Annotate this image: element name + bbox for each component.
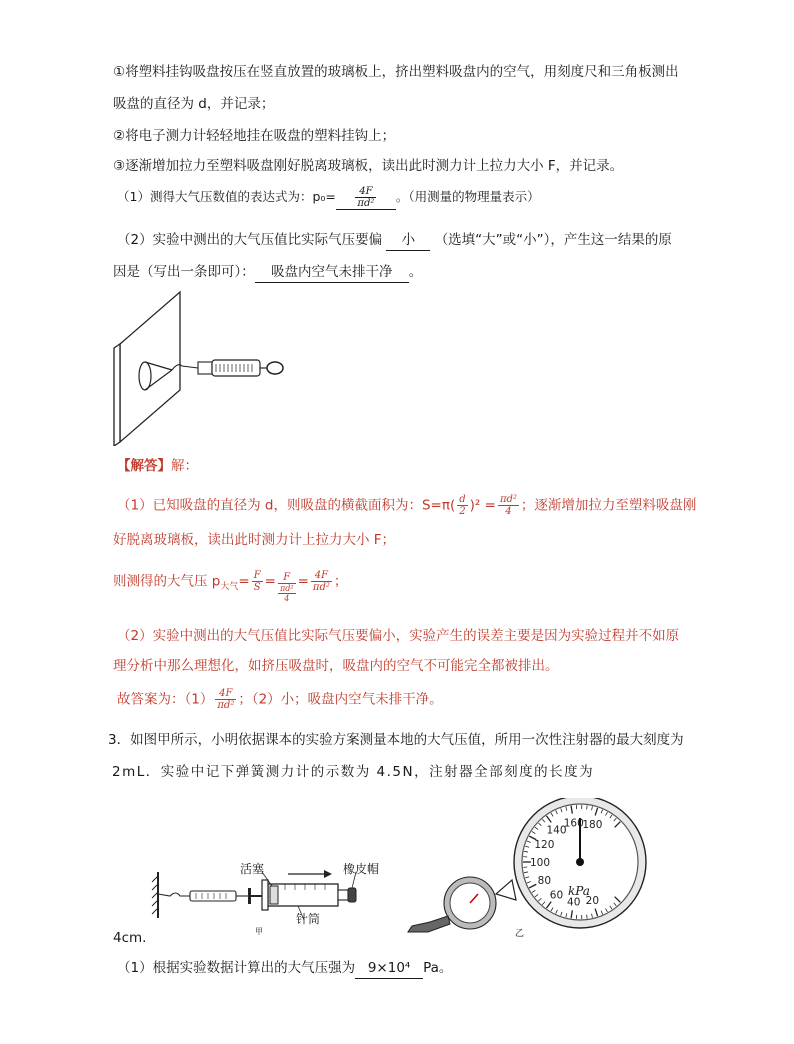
solution-p3-line-1: （2）实验中测出的大气压值比实际气压要偏小，实验产生的误差主要是因为实验过程并不如原 <box>117 628 680 644</box>
solution-p2-end: ； <box>333 573 348 590</box>
gauge-tick-label: 120 <box>534 838 555 851</box>
gauge-tick-label: 20 <box>585 895 600 908</box>
q1-answer-fraction <box>355 186 376 209</box>
q2-line2-prefix: 因是（写出一条即可）： <box>113 264 255 280</box>
inner-fraction <box>278 584 296 603</box>
frac-den: 4 <box>284 593 290 603</box>
solution-p1-a: （1）已知吸盘的直径为 d，则吸盘的横截面积为：S=π( <box>117 497 456 514</box>
suction-cup <box>139 362 151 390</box>
q3-sub1-answer: 9×10⁴ <box>355 958 423 979</box>
label-rubber-cap: 橡皮帽 <box>343 862 380 876</box>
frac-num: 4F <box>311 570 332 582</box>
q1-prefix: （1）测得大气压数值的表达式为：p₀= <box>117 189 336 204</box>
q2-reason-blank: 吸盘内空气未排干净 <box>255 262 409 283</box>
solution-final-answer <box>117 688 443 711</box>
gauge-minor-tick <box>587 915 588 919</box>
q1-num: 4F <box>355 186 376 198</box>
spring-meter <box>190 891 236 901</box>
q3-sub1-prefix: （1）根据实验数据计算出的大气压强为 <box>117 960 356 976</box>
question-3-line-3: 4cm. <box>113 930 147 946</box>
solution-frac-result <box>311 570 332 593</box>
gauge-tick-label: 40 <box>567 896 581 909</box>
frac-num: F <box>253 570 261 581</box>
gauge-tick-label: 100 <box>529 857 551 869</box>
step-1-line-2: 吸盘的直径为 d，并记录； <box>113 96 275 112</box>
caption-figure-a: 甲 <box>255 927 263 936</box>
frac-num: F <box>278 572 296 584</box>
gauge-tick-label: 60 <box>549 889 564 902</box>
frac-den: S <box>253 582 261 593</box>
frac-den: πd² <box>217 700 235 711</box>
frac-den: 4 <box>505 506 512 517</box>
solution-p1-line-2: 好脱离玻璃板，读出此时测力计上拉力大小 F； <box>113 532 396 548</box>
q2-mid: （选填“大”或“小”），产生这一结果的原 <box>434 232 672 248</box>
label-piston: 活塞 <box>240 862 265 876</box>
solution-p3-line-2: 理分析中那么理想化，如挤压吸盘时，吸盘内的空气不可能完全都被排出。 <box>113 658 559 674</box>
label-barrel: 针筒 <box>296 912 321 926</box>
solution-p2-a: 则测得的大气压 p <box>113 573 221 590</box>
q2-line2-suffix: 。 <box>408 264 423 280</box>
step-1-line-1: ①将塑料挂钩吸盘按压在竖直放置的玻璃板上，挤出塑料吸盘内的空气，用刻度尺和三角板测出 <box>113 64 679 80</box>
frac-num: πd² <box>279 583 294 593</box>
solution-frac-f-over-s <box>252 570 263 593</box>
solution-heading-tag: 【解答】 <box>117 458 171 474</box>
frac-den: 2 <box>459 506 466 517</box>
gauge-tick-label: 180 <box>582 818 603 831</box>
solution-frac-compound <box>278 572 296 603</box>
gauge-tick-label: 160 <box>563 817 584 830</box>
suction-cup-figure <box>112 290 292 446</box>
solution-p2-sub: 大气 <box>220 582 239 593</box>
step-2: ②将电子测力计轻轻地挂在吸盘的塑料挂钩上； <box>113 128 396 144</box>
q1-suffix: 。（用测量的物理量表示） <box>395 189 540 204</box>
rubber-cap <box>348 888 356 902</box>
caption-figure-b: 乙 <box>515 929 525 939</box>
step-3: ③逐渐增加拉力至塑料吸盘刚好脱离玻璃板，读出此时测力计上拉力大小 F，并记录。 <box>113 158 624 174</box>
question-2-line-2 <box>113 262 422 283</box>
gauge-unit: kPa <box>568 884 590 898</box>
q1-den: πd² <box>357 198 375 209</box>
frac-den: πd² <box>312 582 330 593</box>
question-1 <box>117 186 540 210</box>
glass-plate-edge <box>114 344 120 446</box>
solution-heading <box>117 456 198 476</box>
gauge-minor-tick <box>587 805 588 809</box>
q2-prefix: （2）实验中测出的大气压值比实际气压要偏 <box>117 232 383 248</box>
solution-ans-prefix: 故答案为：（1） <box>117 691 214 708</box>
gauge-tick-label: 140 <box>546 824 567 837</box>
q1-answer-blank <box>336 186 396 210</box>
q3-sub1-suffix: Pa。 <box>423 960 453 976</box>
gauge-tick-label: 80 <box>537 875 552 888</box>
solution-p2-b: = <box>238 573 250 590</box>
solution-heading-2: 解： <box>171 458 198 474</box>
piston <box>270 886 278 904</box>
question-3-line-1: 3．如图甲所示，小明依据课本的实验方案测量本地的大气压值，所用一次性注射器的最大刻度为 <box>108 732 684 748</box>
frac-num: 4F <box>215 688 236 700</box>
solution-frac-d-over-2 <box>457 494 467 517</box>
solution-frac-area <box>498 494 519 517</box>
solution-ans-suffix: ；（2）小；吸盘内空气未排干净。 <box>238 691 443 708</box>
question-2-line-1 <box>117 230 672 251</box>
solution-p1-b: )² = <box>469 497 496 514</box>
solution-p1-line-1 <box>117 494 696 517</box>
solution-p2: 则测得的大气压 $p_{大气}=$ $\frac{F}{S}$ = $\frac{F}{\frac{\text{πd²}}{4}}$ = $\frac{4F}{\text{πd²}}$ ； <box>113 570 348 603</box>
frac-den <box>278 584 296 603</box>
q2-answer-blank: 小 <box>386 230 430 251</box>
small-gauge-nozzle <box>408 916 450 932</box>
question-3-line-2: 2mL．实验中记下弹簧测力计的示数为 4.5N，注射器全部刻度的长度为 <box>112 764 595 780</box>
force-meter-ring <box>267 362 283 374</box>
frac-num: d <box>459 494 466 505</box>
frac-num: πd² <box>499 494 517 505</box>
force-meter-end <box>198 362 212 374</box>
solution-p1-c: ；逐渐增加拉力至塑料吸盘刚 <box>520 497 697 514</box>
pressure-gauge-figure <box>400 798 660 948</box>
question-3-sub-1 <box>117 958 452 979</box>
solution-ans-fraction <box>215 688 236 711</box>
